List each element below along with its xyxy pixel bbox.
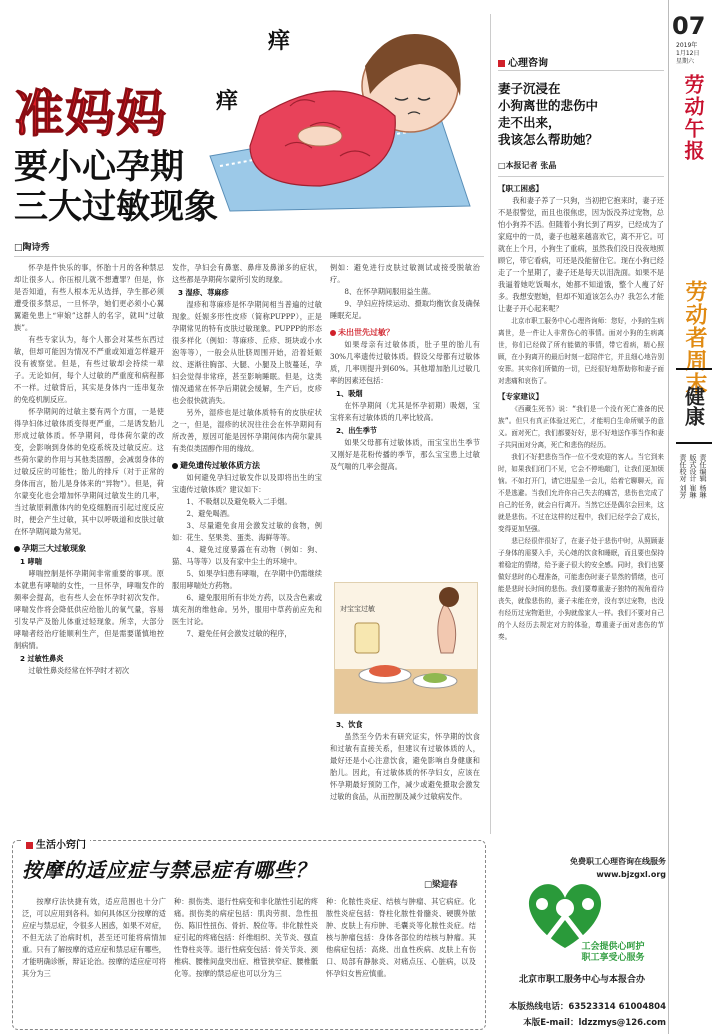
illus-itch-2: 痒 xyxy=(216,88,239,114)
life-tips-author: □梁迎春 xyxy=(424,880,458,890)
credits: 责任编辑 杨琳 版式设计 崔琳 责任校对 刘芳 xyxy=(679,454,707,499)
sub-asthma: 1 哮喘 xyxy=(20,557,42,566)
masthead-divider xyxy=(668,0,669,1034)
sub-rhinitis: 2 过敏性鼻炎 xyxy=(20,654,64,663)
headline-line-3: 三大过敏现象 xyxy=(14,187,218,227)
psych-reporter: □本报记者 张晶 xyxy=(498,161,557,170)
sub-season: 2、出生季节 xyxy=(336,426,377,435)
life-tips-headline: 按摩的适应症与禁忌症有哪些？ xyxy=(22,858,316,882)
email: 本版E-mail：ldzzmys@126.com xyxy=(523,1018,666,1028)
service-headline: 免费职工心理咨询在线服务 xyxy=(570,857,666,866)
service-slogan: 工会提供心呵护 职工享受心服务 xyxy=(581,942,645,963)
subhead-avoid-inheritance: 避免遗传过敏体质方法 xyxy=(172,459,322,472)
psych-question: 【职工困惑】 我和妻子养了一只狗，当初把它抱来时，妻子还不是很警觉，而且也很焦虑，因为饭没养过宠物，总怕小狗养不活。但随着小狗长到了两岁，已经成为了家庭中的一员，妻子也越来越喜欢它，离不开它。可就在上个月，小狗生了重病，虽然我们没日没夜地照顾它，带它看病，可还是没能留住它。现在小狗已经走了一个星期了，妻子还是每天以泪洗面。如果不是我逼着她吃饭喝水，她都不知道饿，整个人瘦了好多。我想安慰她，但却不知道该怎么办？我怎么才能让妻子开心起来呢？ 北京市职工服务中心心理咨询师：您好，小狗的生病离世，是一件让人非常伤心的事情。面对小狗的生病离世，你们已经做了所有能做的事情，带它看病，精心照顾，在小狗离开的最后时刻一起陪伴它，并且细心地告别安葬。其实你们所做的一切，已经很好地帮助你和妻子面对悲痛和哀伤了。 【专家建议】 《西藏生死书》说：“我们是一个没有死亡准备的民族”。但只有真正体验过死亡，才能明白生命所赋予的意义。面对死亡，我们都要好好，思不好地送作事当作和妻子共同面对分离，死亡和悲伤的经历。 我们不好把悲伤当作一位不受欢迎的客人。当它到来时，如果我们闭门不见，它会不停地敲门，让我们更加烦恼。不如打开门，请它进屋坐一会儿，给着它聊聊天，而不是逃避。当我们允许你自己失去的痛苦，悲伤也完成了自己的任务，就会自行离开。当然它还是偶尔会回来，这就是悲伤。不过在这样的过程中，我们已经学会了成长，变得更加坚强。 悲已经很伴很好了，在妻子处于悲伤中时，从照顾妻子身体的需要入手，关心她的饮食和睡眠，而且要也保持着稳定的情绪，给予妻子很大的安全感。同时，我们也要做好悲时的心理准备，可能悲伤时妻子显然的情绪，也可能是悲时长时间的悲伤。我们要尊重妻子独特的视角看待丧失，就像悲伤的，妻子未能在旁，没有享过宠物，也没有经历过宠物逝世，小狗就像家人一样。我们不要对自己的个人经历去规定对方的体验，尊重妻子面对悲伤的节奏。 xyxy=(498,184,664,641)
main-col-2: 发作，孕妇会有鼻塞、鼻痒及鼻涕多的症状，这些都是孕期荷尔蒙所引发的现象。 3 湿疹、荨麻疹 湿疹和荨麻疹是怀孕期间相当普遍的过敏现象。妊娠多形性皮疹（简称PUPPP），正是孕期常见的特有皮肤过敏现象。PUPPP的形态很多样化（例如：荨麻疹、丘疹、斑块或小水泡等等），一般会从肚脐周围开始，沿着妊娠纹、逐渐往胸部、大腿、小腿及上肢蔓延，孕妇会觉得非常痒，甚至影响睡眠。但是，这类情况通常在怀孕后期就会缓解，生产后，皮疹也会很快就消失。 另外，湿疹也是过敏体质特有的皮肤症状之一，但是，湿疹的状况往往会在怀孕期间有所改善，原因可能是因怀孕期间体内荷尔蒙具有类似类固醇作用的缘故。 避免遗传过敏体质方法 如何避免孕妇过敏发作以及即将出生的宝宝遗传过敏体质？建议如下： 1、不吸烟以及避免吸入二手烟。 2、避免喝酒。 3、尽量避免食用会激发过敏的食物，例如：花生、坚果类、蛋类、海鲜等等。 4、避免过度暴露在有动物（例如：狗、猫、马等等）以及有家中尘土的环境中。 5、如果孕妇患有哮喘，在孕期中仍需继续服用哮喘处方药物。 6、避免服用所有非处方药，以及含色素或填充剂的维他命。另外，服用中草药前应先和医生讨论。 7、避免任何会激发过敏的程序， xyxy=(172,263,322,638)
main-col-3b: 3、饮食 虽然至今仍未有研究证实，怀孕期的饮食和过敏有直接关系，但建议有过敏体质的人，最好还是小心注意饮食，避免影响自身健康和胎儿。因此，有过敏体质的怀孕妇女，应该在怀孕期最好预防工作，减少或避免摄取会激发过敏的食品，从而控制及减少过敏病发作。 xyxy=(330,720,480,801)
hotline: 本版热线电话：63523314 61004804 xyxy=(508,1002,666,1012)
psych-divider xyxy=(490,14,491,834)
main-author: □陶诗秀 xyxy=(14,243,50,253)
main-col-3: 例如：避免进行皮肤过敏测试或接受脱敏治疗。 8、在怀孕期间服用益生菌。 9、孕妇应持续运动、摄取均衡饮食及确保睡眠充足。 未出世先过敏？ 如果母亲有过敏体质，肚子里的胎儿有30%几率遗传过敏体质。假设父母都有过敏体质，几率则提升到60%。其他增加胎儿过敏几率的因素还包括： 1、吸烟 在怀孕期间（尤其是怀孕初期）吸烟，宝宝将来有过敏体质的几率比较高。 2、出生季节 如果父母都有过敏体质，而宝宝出生季节又刚好是花粉传播的季节，那么宝宝患上过敏及气喘的几率会提高。 xyxy=(330,263,480,471)
service-url[interactable]: www.bjzgxl.org xyxy=(596,870,666,879)
sub-diet: 3、饮食 xyxy=(336,720,363,729)
main-col-1: 怀孕是件快乐的事，怀胎十月的各种禁忌却让很多人。你压根儿就不想遭罪？但是，你是否知道，有些人根本无从选择，孕生都必须遭受很多禁忌，一旦怀孕，她们更必须小心翼翼避免患上“审娘”这群人的名字，就叫“过敏族”。 有些专家认为，每个人都会对某些东西过敏，但却可能因为情况不严重或知道怎样避开没有被察觉。但是，有些过敏却会持续一辈子。无论如何，每个人过敏的严重度和病程都不一样。过敏背后，其实是身体内一连串复杂的免疫机制反应。 怀孕期间的过敏主要有两个方面，一是使得孕妇体过敏体质变得更严重，二是诱发胎儿形成过敏体质。怀孕期间，母体荷尔蒙的改变，会影响到身体的免疫系统及过敏反应。这些荷尔蒙的作用与其他类固醇，会减弱身体的过敏反应的可能性；胎儿的排斥（对于正常的身体而言，胎儿是身体来的“异物”）。但是，荷尔蒙变化也会增加怀孕期间过敏发生的几率，当过敏原刺激体内的免疫细胞而引起过度反应时，便会产生过敏，其中以呼吸道和皮肤过敏在怀孕期间最为常见。 孕期三大过敏现象 1 哮喘 哮喘控制是怀孕期间非常重要的事项。原本就患有哮喘的女性，一旦怀孕，哮喘发作的频率会提高，也有些人会在怀孕时初次发作。哮喘发作将会降低供应给胎儿的氧气量，容易引发早产及胎儿体重过轻现象。所幸，大部分哮喘者经治疗能顺利生产，但是需要谨慎地控制病情。 2 过敏性鼻炎 过敏性鼻炎经常在怀孕时才初次 xyxy=(14,263,164,675)
service-org: 北京市职工服务中心与本报合办 xyxy=(518,975,645,985)
food-label: 对宝宝过敏 xyxy=(340,605,375,613)
sub-smoking: 1、吸烟 xyxy=(336,389,363,398)
psych-section-label: 心理咨询 xyxy=(498,54,548,69)
life-tips-col-2: 种：损伤类、退行性病变和非化脓性引起的疼痛。损伤类的病症包括：肌肉劳损、急性扭伤、陈旧性扭伤、骨折、脱位等。非化脓性炎症引起的疼痛包括：纤维组织、关节炎、强直性脊柱炎等。退行性病变包括：骨关节炎、颈椎病、腰椎间盘突出症、椎管狭窄症、腰椎骶化等。按摩的禁忌症也可以分为三 xyxy=(174,897,318,978)
life-tips-label: 生活小窍门 xyxy=(22,836,90,851)
headline-line-1: 准妈妈 xyxy=(14,85,167,143)
sub-eczema: 3 湿疹、荨麻疹 xyxy=(178,288,229,297)
life-tips-col-3: 种：化脓性炎症、结核与肿瘤、其它病症。化脓性炎症包括：脊柱化脓性骨髓炎、硬膜外脓肿、皮肤上有疖肿、毛囊炎等化脓性炎症。结核与肿瘤包括：身体各部位的结核与肿瘤。其他病症包括：高烧、出血性疾病、皮肤上有伤口、局部有静脉炎、对痛点压、心脏病，以及怀孕妇女皆应慎重。 xyxy=(326,897,476,978)
section-topic: 健康 xyxy=(676,368,712,444)
issue-date: 2019年 1月12日 星期六 xyxy=(676,42,700,65)
page-number: 07 xyxy=(672,12,706,40)
illus-itch-1: 痒 xyxy=(268,28,291,54)
main-divider xyxy=(14,256,484,257)
subhead-allergy-types: 孕期三大过敏现象 xyxy=(14,542,164,555)
section-name: 劳动者周末 xyxy=(682,280,707,395)
subhead-before-birth: 未出世先过敏？ xyxy=(330,326,480,339)
psych-rule-2 xyxy=(498,176,664,177)
headline-line-2: 要小心孕期 xyxy=(14,147,184,187)
psych-title: 妻子沉浸在 小狗离世的悲伤中 走不出来， 我该怎么帮助她？ xyxy=(498,81,599,147)
illustration-food xyxy=(334,582,478,714)
life-tips-col-1: 按摩疗法快捷有效，适应范围也十分广泛，可以应用到各科。如何具体区分按摩的适应症与禁忌症，令很多人困惑，如果不对症，不但无法了治病时机，甚至还可能将病情加重。只有了解按摩的适应症和禁忌症有哪些，才能明确诊断，辩证论治。按摩的适应症可将其分为三 xyxy=(22,897,166,978)
psych-rule xyxy=(498,70,664,71)
paper-logo: 劳动午报 xyxy=(681,74,705,162)
